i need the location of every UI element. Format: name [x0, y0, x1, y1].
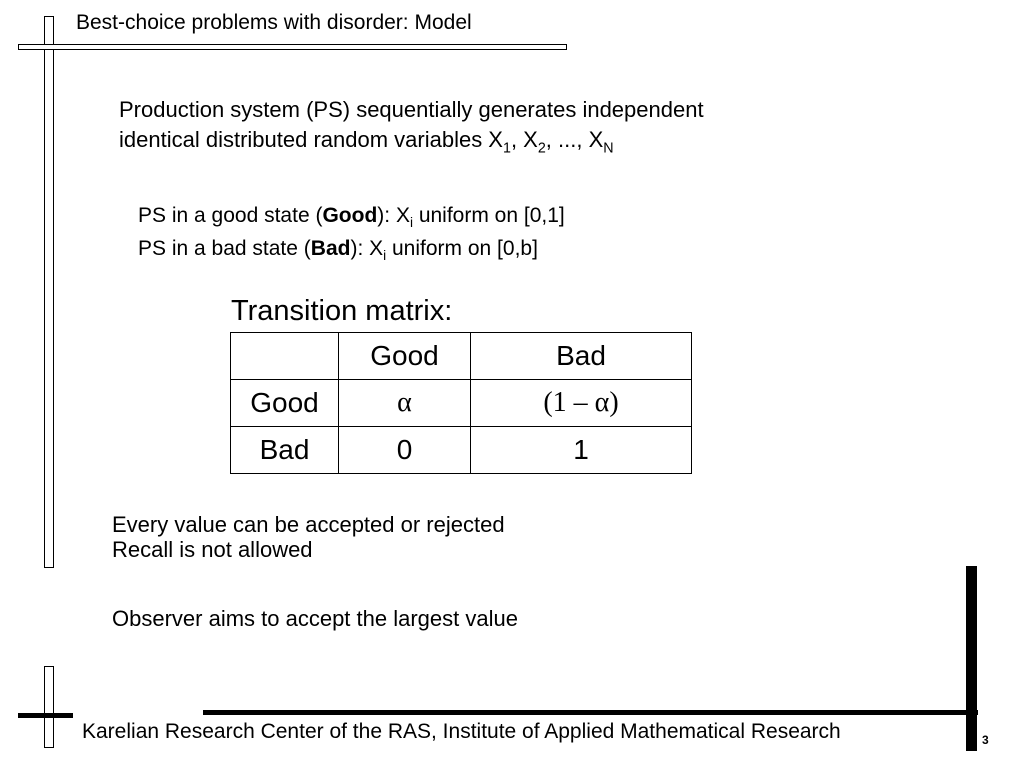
intro-line-1: Production system (PS) sequentially generates independent — [119, 97, 704, 122]
bad-state-line — [138, 236, 565, 269]
matrix-col-good: Good — [339, 333, 471, 380]
intro-sep-2: , ..., X — [545, 127, 604, 152]
intro-line-2 — [119, 125, 704, 163]
bad-mid: ): X — [350, 237, 384, 261]
good-subscript: i — [409, 215, 413, 231]
matrix-row-label-bad: Bad — [231, 427, 339, 474]
subscript-n: N — [603, 140, 614, 157]
bad-subscript: i — [383, 248, 387, 264]
matrix-cell-bad-bad: 1 — [471, 427, 692, 474]
matrix-row-bad — [231, 427, 692, 474]
frame-vertical-bar-right — [966, 566, 977, 751]
transition-matrix — [230, 332, 692, 474]
frame-horizontal-bar-bottom-left — [18, 713, 73, 718]
states-paragraph — [138, 203, 565, 269]
recall-line: Recall is not allowed — [112, 537, 313, 562]
slide-title: Best-choice problems with disorder: Model — [76, 11, 472, 34]
matrix-cell-bad-good: 0 — [339, 427, 471, 474]
good-mid: ): X — [377, 204, 410, 227]
good-state-line — [138, 203, 565, 236]
intro-paragraph — [119, 95, 704, 163]
footer-text: Karelian Research Center of the RAS, Institute of Applied Mathematical Research — [82, 720, 841, 743]
matrix-corner-cell — [231, 333, 339, 380]
subscript-2: 2 — [537, 140, 546, 157]
good-bold: Good — [322, 204, 378, 227]
bad-bold: Bad — [310, 237, 351, 261]
intro-sep-1: , X — [510, 127, 538, 152]
matrix-header-row — [231, 333, 692, 380]
page-number: 3 — [982, 733, 989, 747]
frame-horizontal-bar-top — [18, 44, 567, 50]
matrix-row-good — [231, 380, 692, 427]
frame-vertical-bar-top — [44, 16, 54, 568]
good-suffix: uniform on [0,1] — [412, 204, 565, 227]
accept-line: Every value can be accepted or rejected — [112, 512, 505, 537]
matrix-title: Transition matrix: — [231, 295, 453, 327]
observer-line: Observer aims to accept the largest value — [112, 606, 518, 631]
bad-prefix: PS in a bad state ( — [138, 237, 311, 261]
frame-horizontal-bar-bottom-right — [203, 710, 978, 715]
matrix-col-bad: Bad — [471, 333, 692, 380]
intro-line-2-text: identical distributed random variables X — [119, 127, 503, 152]
matrix-cell-good-good: α — [339, 380, 471, 427]
frame-vertical-bar-bottom — [44, 666, 54, 748]
matrix-cell-good-bad: (1 – α) — [471, 380, 692, 427]
rules-paragraph — [112, 512, 505, 562]
good-prefix: PS in a good state ( — [138, 204, 323, 227]
subscript-1: 1 — [502, 140, 511, 157]
matrix-row-label-good: Good — [231, 380, 339, 427]
bad-suffix: uniform on [0,b] — [386, 237, 538, 261]
